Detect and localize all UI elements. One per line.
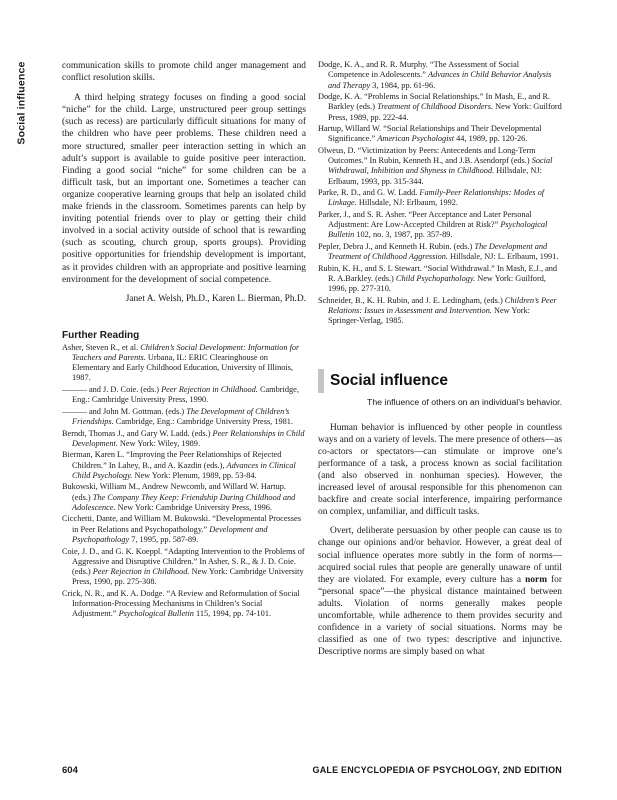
- reference-text: Cicchetti, Dante, and William M. Bukowski. “Developmental Processes in Peer Relations and Psychopathology.”: [62, 514, 301, 534]
- reference-text: Crick, N. R., and K. A. Dodge. “A Review and Reformulation of Social Information-Processing Mechanisms in Children’s Social Adjustment.”: [62, 588, 300, 619]
- reference-title: Peer Rejection in Childhood.: [161, 384, 258, 394]
- text-run: Overt, deliberate persuasion by other people can cause us to change our opinions and/or behavior. However, a great deal of social influence operates more subtly in the form of norms—acquired social rules that people are generally unaware of until they are violated. For example, every culture has a: [318, 526, 562, 585]
- reference-item: [62, 385, 306, 406]
- reference-title: Advances in Clinical Child Psychology.: [72, 460, 296, 480]
- reference-item: [318, 188, 562, 209]
- reference-item: [318, 296, 562, 327]
- reference-text: 102, no. 3, 1987, pp. 357-89.: [354, 230, 453, 240]
- reference-text: Schneider, B., K. H. Rubin, and J. E. Ledingham, (eds.): [318, 295, 505, 305]
- reference-text: Bukowski, William M., Andrew Newcomb, and Willard W. Hartup. (eds.): [62, 482, 286, 502]
- reference-item: [62, 514, 306, 545]
- book-title-footer: GALE ENCYCLOPEDIA OF PSYCHOLOGY, 2ND EDITION: [312, 765, 562, 775]
- paragraph: Human behavior is influenced by other people in countless ways and on a variety of levels. The mere presence of others—as co-actors or spectators—can stimulate or improve one’s performance of a task, a process known as social facilitation (and also observed in nonhuman species). However, the increased level of arousal responsible for this phenomenon can backfire and create social interference, impairing performance on complex, unfamiliar, and difficult tasks.: [318, 422, 563, 518]
- key-term: norm: [525, 574, 548, 585]
- paragraph: [318, 525, 562, 658]
- reference-text: Parker, J., and S. R. Asher. “Peer Acceptance and Later Personal Adjustment: Are Low-Accepted Children at Risk?”: [318, 209, 532, 230]
- reference-text: New York: Plenum, 1989, pp. 53-84.: [132, 470, 257, 480]
- reference-text: New York: Cambridge University Press, 1996.: [115, 502, 273, 512]
- reference-text: Hillsdale, NJ: Erlbaum, 1992.: [356, 198, 458, 208]
- reference-list-left: [62, 343, 306, 620]
- left-column: [62, 60, 306, 621]
- reference-title: The Development and Treatment of Childhood Aggression.: [328, 242, 548, 262]
- reference-text: Bierman, Karen L. “Improving the Peer Relationships of Rejected Children.” In Lahey, B., and A. Kazdin (eds.),: [62, 450, 282, 470]
- reference-item: [62, 589, 306, 620]
- reference-title: Children’s Social Development: Information for Teachers and Parents.: [72, 342, 300, 362]
- reference-text: Urbana, IL: ERIC Clearinghouse on Elementary and Early Childhood Education, University of Illinois, 1987.: [72, 352, 293, 383]
- reference-text: New York: Guilford Press, 1989, pp. 222-44.: [328, 102, 562, 122]
- reference-title: Family-Peer Relationships: Modes of Linkage.: [328, 188, 545, 208]
- reference-item: [318, 210, 562, 241]
- reference-text: Olweus, D. “Victimization by Peers: Antecedents and Long-Term Outcomes.” In Rubin, Kenneth H., and J.B. Asendorpf (eds.): [318, 145, 536, 166]
- reference-item: [62, 407, 306, 428]
- title-accent-bar: [318, 369, 324, 393]
- reference-text: ——— and J. D. Coie. (eds.): [62, 384, 162, 394]
- left-body-text: [62, 60, 306, 286]
- reference-title: The Development of Children’s Friendships.: [72, 406, 290, 427]
- page-number: 604: [62, 765, 78, 776]
- reference-item: [318, 124, 562, 145]
- reference-title: Treatment of Childhood Disorders.: [377, 102, 494, 112]
- reference-text: Cambridge, Eng.: Cambridge University Press, 1981.: [113, 417, 294, 427]
- reference-text: Cambridge, Eng.: Cambridge University Press, 1990.: [72, 384, 299, 405]
- reference-text: Dodge, K. A., and R. R. Murphy. “The Assessment of Social Competence in Adolescents.”: [318, 60, 520, 80]
- reference-text: Coie, J. D., and G. K. Koeppl. “Adapting Intervention to the Problems of Aggressive and Disruptive Children.” In Asher, S. R., & J. D. Coie. (eds.): [62, 546, 305, 577]
- author-line: Janet A. Welsh, Ph.D., Karen L. Bierman, Ph.D.: [125, 293, 306, 304]
- article-title-row: [318, 369, 562, 393]
- reference-text: New York: Springer-Verlag, 1985.: [328, 306, 530, 326]
- reference-text: Berndt, Thomas J., and Gary W. Ladd. (eds.): [62, 428, 213, 438]
- right-column: [318, 60, 562, 665]
- reference-text: Dodge, K. A. “Problems in Social Relationships.” In Mash, E., and R. Barkley (eds.): [318, 92, 551, 112]
- reference-item: [62, 547, 306, 588]
- reference-text: 44, 1989, pp. 120-26.: [454, 134, 528, 144]
- reference-list-right: [318, 60, 562, 327]
- reference-item: [318, 92, 562, 123]
- reference-text: Pepler, Debra J., and Kenneth H. Rubin. (eds.): [318, 242, 475, 252]
- reference-text: Hartup, Willard W. “Social Relationships and Their Developmental Significance.”: [318, 124, 542, 144]
- reference-text: Hillsdale, NJ: L. Erlbaum, 1991.: [448, 252, 559, 262]
- article-header: [318, 369, 562, 407]
- reference-title: Child Psychopathology.: [395, 274, 476, 284]
- reference-title: Peer Relationships in Child Development.: [72, 428, 305, 448]
- reference-text: New York: Guilford, 1996, pp. 277-310.: [328, 274, 546, 294]
- reference-title: Psychological Bulletin: [328, 220, 548, 240]
- paragraph: communication skills to promote child anger management and conflict resolution skills.: [62, 61, 306, 84]
- reference-text: Rubin, K. H., and S. L Stewart. “Social Withdrawal.” In Mash, E.J., and R. A.Barkley. (eds.): [318, 263, 558, 284]
- paragraph: A third helping strategy focuses on finding a good social “niche” for the child. Large, unstructured peer group settings (such as recess) are particularly difficult situations for many of the children who have peer problems. These children need a more structured, smaller peer interaction setting in which an adult’s support is available to guide positive peer interaction. Finding a good social “niche” for some children can be a difficult task, but an important one. Sometimes a teacher can organize cooperative learning groups that help an isolated child make friends in the classroom. Sometimes parents can help by inviting potential friends over to play or getting their child involved in a social activity outside of school that is rewarding (such as scouting, church group, sports groups). Providing positive opportunities for friendship development is important, as it provides children with an appropriate and positive learning environment for the development of social competence.: [62, 93, 306, 285]
- reference-item: [62, 450, 306, 481]
- reference-item: [318, 60, 562, 91]
- further-reading-heading: Further Reading: [62, 329, 140, 341]
- reference-text: New York: Cambridge University Press, 1990, pp. 275-308.: [72, 567, 304, 587]
- reference-item: [318, 146, 562, 187]
- reference-text: 115, 1994, pp. 74-101.: [193, 609, 272, 619]
- reference-text: 7, 1995, pp. 587-89.: [129, 534, 199, 544]
- reference-title: Development and Psychopathology: [72, 524, 268, 544]
- reference-item: [62, 429, 306, 450]
- text-run: for “personal space”—the physical distance maintained between adults. Violation of norms generally makes people uncomfortable, while adherence to them provides security and confidence in a variety of social situations. Norms may be classified as one of two types: descriptive and injunctive. Descriptive norms are simply based on what: [318, 574, 562, 658]
- reference-title: The Company They Keep: Friendship During Childhood and Adolescence.: [72, 492, 296, 512]
- reference-text: Parke, R. D., and G. W. Ladd.: [318, 188, 420, 198]
- reference-text: Asher, Steven R., et al.: [62, 342, 141, 352]
- article-title: Social influence: [330, 371, 449, 389]
- reference-item: [318, 242, 562, 263]
- running-head-text: Social influence: [16, 61, 29, 145]
- reference-title: Peer Rejection in Childhood.: [92, 567, 190, 577]
- reference-item: [62, 482, 306, 513]
- reference-text: Hillsdale, NJ: Erlbaum, 1993, pp. 315-344.: [328, 166, 542, 186]
- reference-title: Advances in Child Behavior Analysis and Therapy: [328, 70, 552, 90]
- reference-text: New York: Wiley, 1989.: [117, 438, 201, 448]
- running-head: [14, 62, 30, 144]
- article-definition: The influence of others on an individual’s behavior.: [367, 396, 562, 407]
- reference-title: American Psychologist: [377, 134, 455, 144]
- article-body: [318, 422, 562, 659]
- reference-item: [318, 264, 562, 295]
- reference-text: ——— and John M. Gottman. (eds.): [62, 406, 187, 416]
- reference-text: 3, 1984, pp. 61-96.: [370, 80, 436, 90]
- reference-item: [62, 343, 306, 384]
- reference-title: Social Withdrawal, Inhibition and Shyness in Childhood.: [328, 156, 553, 176]
- reference-title: Psychological Bulletin: [118, 609, 194, 619]
- reference-title: Children’s Peer Relations: Issues in Assessment and Intervention.: [328, 295, 557, 316]
